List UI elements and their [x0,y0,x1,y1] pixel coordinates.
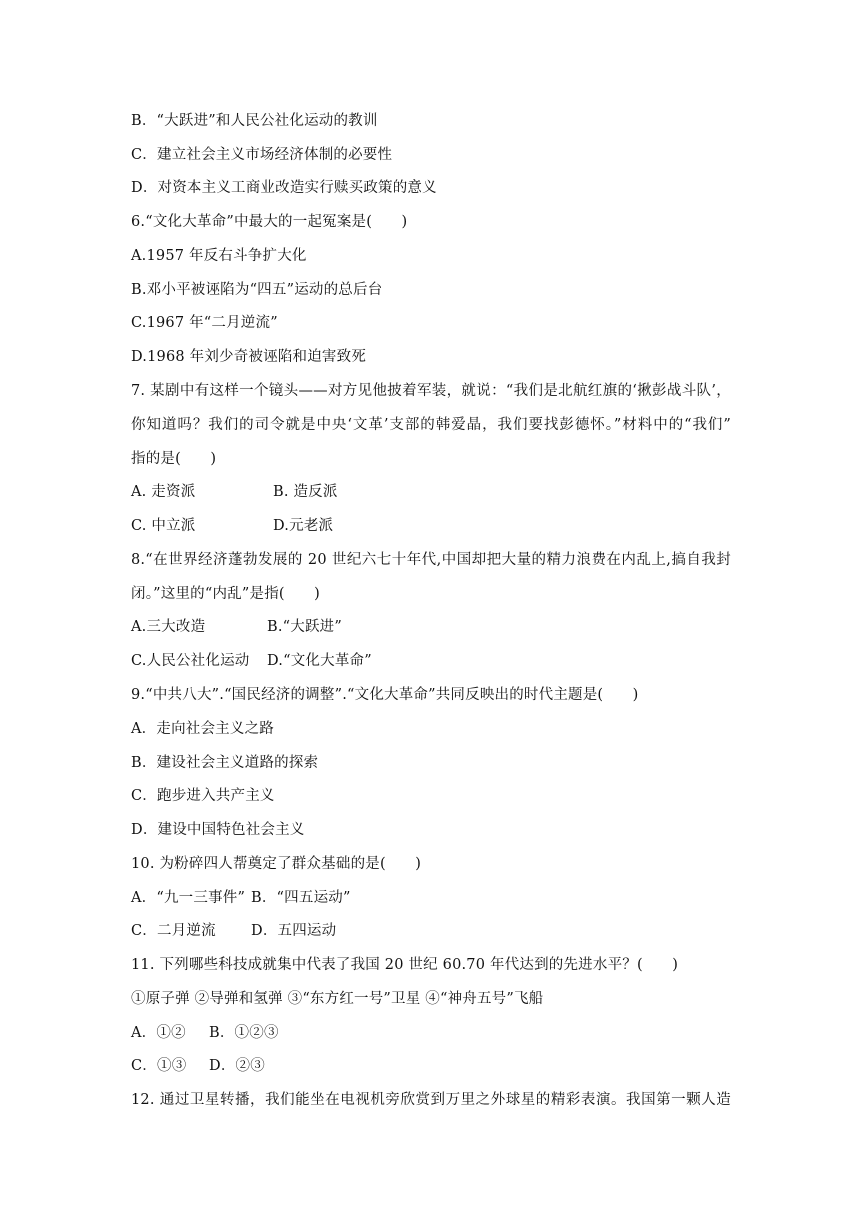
q9-option-b: B．建设社会主义道路的探索 [131,755,319,771]
q7-stem-line-1: 7. 某剧中有这样一个镜头——对方见他披着军装，就说：“我们是北航红旗的‘揪彭战斗队’， [131,383,731,399]
q9-option-a: A．走向社会主义之路 [131,721,274,737]
q10-option-b: B．“四五运动” [251,890,351,906]
q6-option-a: A.1957 年反右斗争扩大化 [131,248,307,264]
q8-options-row-2 [131,651,372,671]
q6-option-c: C.1967 年“二月逆流” [131,315,278,331]
q7-option-a: A. 走资派 [131,484,196,500]
q5-option-d: D．对资本主义工商业改造实行赎买政策的意义 [131,180,437,196]
q7-options-row-2 [131,516,333,536]
q11-items: ①原子弹 ②导弹和氢弹 ③“东方红一号”卫星 ④“神舟五号”飞船 [131,991,544,1007]
q10-option-a: A．“九一三事件” [131,890,246,906]
q12-stem-line-1: 12. 通过卫星转播，我们能坐在电视机旁欣赏到万里之外球星的精彩表演。我国第一颗人造 [131,1092,731,1108]
q7-option-b: B. 造反派 [273,484,338,500]
q9-option-c: C．跑步进入共产主义 [131,788,275,804]
q10-stem: 10. 为粉碎四人帮奠定了群众基础的是( ) [131,856,422,872]
q10-options-row-2 [131,921,336,941]
q7-option-d: D.元老派 [273,518,334,534]
q8-stem-line-2: 闭。”这里的“内乱”是指( ) [131,586,321,602]
q8-stem-line-1: 8.“在世界经济蓬勃发展的 20 世纪六七十年代,中国却把大量的精力浪费在内乱上,搞自我封 [131,552,731,568]
q6-option-b: B.邓小平被诬陷为“四五”运动的总后台 [131,282,383,298]
q8-option-d: D.“文化大革命” [267,653,372,669]
q11-options-row-2 [131,1056,265,1076]
q8-option-a: A.三大改造 [131,619,206,635]
q9-stem: 9.“中共八大”.“国民经济的调整”.“文化大革命”共同反映出的时代主题是( ) [131,687,639,703]
q11-option-b: B．①②③ [209,1025,279,1041]
q9-option-d: D．建设中国特色社会主义 [131,822,305,838]
q11-option-c: C．①③ [131,1058,187,1074]
q10-option-c: C．二月逆流 [131,923,216,939]
q6-stem: 6.“文化大革命”中最大的一起冤案是( ) [131,214,408,230]
q11-stem: 11. 下列哪些科技成就集中代表了我国 20 世纪 60.70 年代达到的先进水平？( ) [131,957,679,973]
q7-stem-line-2: 你知道吗？我们的司令就是中央‘文革’支部的韩爱晶，我们要找彭德怀。”材料中的“我们” [131,417,731,433]
q7-option-c: C. 中立派 [131,518,196,534]
q10-option-d: D．五四运动 [251,923,337,939]
q7-options-row-1 [131,482,338,502]
q7-stem-line-3: 指的是( ) [131,451,217,467]
q5-option-b: B．“大跃进”和人民公社化运动的教训 [131,113,378,129]
q10-options-row-1 [131,888,351,908]
q6-option-d: D.1968 年刘少奇被诬陷和迫害致死 [131,349,367,365]
q8-option-c: C.人民公社化运动 [131,653,250,669]
q11-option-a: A．①② [131,1025,186,1041]
q8-options-row-1 [131,617,342,637]
q11-option-d: D．②③ [209,1058,265,1074]
q11-options-row-1 [131,1023,279,1043]
q5-option-c: C．建立社会主义市场经济体制的必要性 [131,147,393,163]
q8-option-b: B.“大跃进” [267,619,342,635]
